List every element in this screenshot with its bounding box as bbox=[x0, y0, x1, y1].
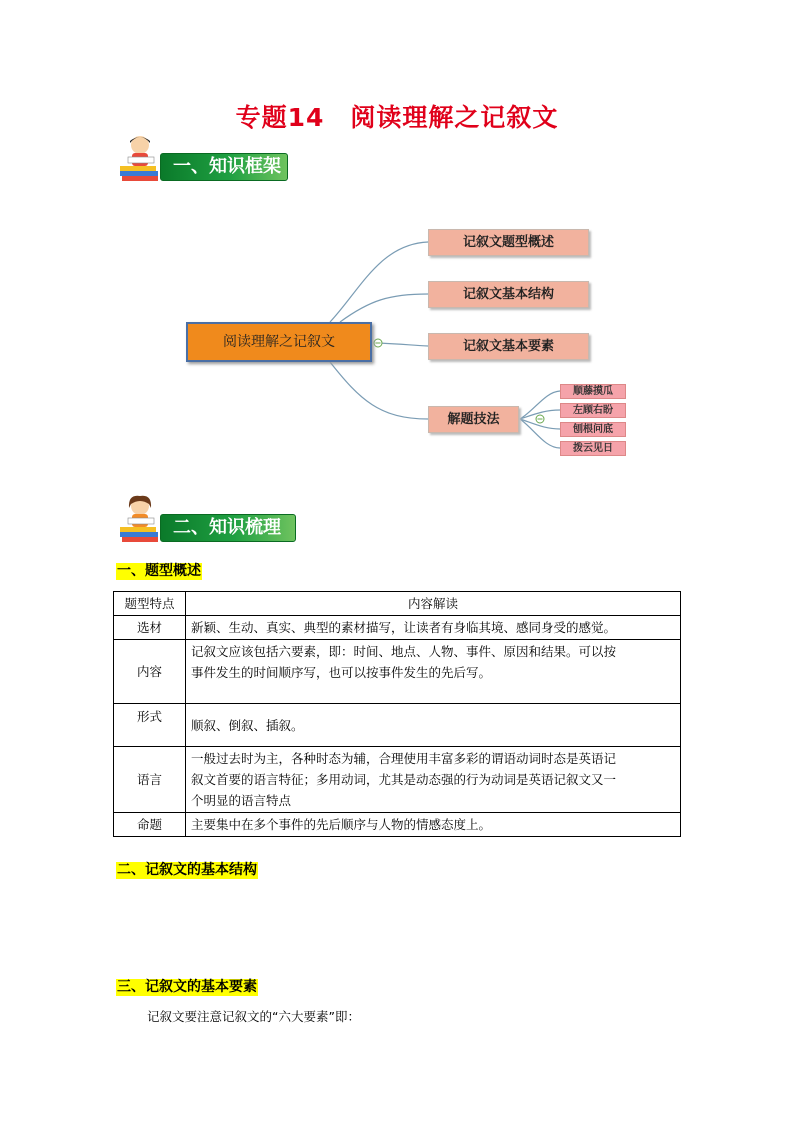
section-heading-elements: 三、记叙文的基本要素 bbox=[117, 979, 257, 995]
mindmap-leaf-1: 顺藤摸瓜 bbox=[560, 384, 626, 399]
content-line: 个明显的语言特点 bbox=[191, 793, 292, 808]
mindmap-leaf-2: 左顾右盼 bbox=[560, 403, 626, 418]
row-label: 语言 bbox=[114, 747, 186, 813]
content-line: 顺叙、倒叙、插叙。 bbox=[191, 717, 304, 733]
table-header-cell: 内容解读 bbox=[186, 592, 681, 616]
row-content bbox=[186, 747, 681, 813]
mindmap-branch-elements: 记叙文基本要素 bbox=[428, 333, 589, 360]
section-banner-framework: 一、知识框架 bbox=[160, 153, 288, 181]
kid-with-books-icon bbox=[118, 494, 164, 546]
table-row bbox=[114, 704, 681, 747]
row-content bbox=[186, 813, 681, 837]
mindmap-root-node: 阅读理解之记叙文 bbox=[186, 322, 372, 362]
mindmap-leaf-3: 刨根问底 bbox=[560, 422, 626, 437]
section-heading-structure: 二、记叙文的基本结构 bbox=[117, 862, 257, 878]
content-line: 叙文首要的语言特征；多用动词，尤其是动态强的行为动词是英语记叙文又一 bbox=[191, 772, 617, 787]
reading-kid-illustration-2 bbox=[118, 494, 164, 550]
row-content bbox=[186, 640, 681, 704]
row-content bbox=[186, 616, 681, 640]
table-header-row bbox=[114, 592, 681, 616]
mindmap-leaf-4: 拨云见日 bbox=[560, 441, 626, 456]
table-row bbox=[114, 813, 681, 837]
row-label: 形式 bbox=[114, 704, 186, 747]
section-banner-review: 二、知识梳理 bbox=[160, 514, 296, 542]
question-type-table bbox=[113, 591, 681, 837]
mindmap-branch-overview: 记叙文题型概述 bbox=[428, 229, 589, 256]
row-label: 选材 bbox=[114, 616, 186, 640]
content-line: 一般过去时为主，各种时态为辅，合理使用丰富多彩的谓语动词时态是英语记 bbox=[191, 751, 617, 766]
elements-paragraph: 记叙文要注意记叙文的“六大要素”即： bbox=[147, 1009, 360, 1024]
row-content bbox=[186, 704, 681, 747]
content-line: 记叙文应该包括六要素，即：时间、地点、人物、事件、原因和结果。可以按 bbox=[191, 644, 617, 659]
row-label: 命题 bbox=[114, 813, 186, 837]
content-line: 新颖、生动、真实、典型的素材描写，让读者有身临其境、感同身受的感觉。 bbox=[191, 620, 617, 635]
content-line: 事件发生的时间顺序写，也可以按事件发生的先后写。 bbox=[191, 665, 492, 680]
mindmap-branch-techniques: 解题技法 bbox=[428, 406, 519, 433]
mindmap-branch-structure: 记叙文基本结构 bbox=[428, 281, 589, 308]
section-heading-overview: 一、题型概述 bbox=[117, 563, 201, 579]
table-row bbox=[114, 640, 681, 704]
table-row bbox=[114, 747, 681, 813]
mindmap-connectors bbox=[0, 0, 794, 480]
table-header-cell: 题型特点 bbox=[114, 592, 186, 616]
row-label: 内容 bbox=[114, 640, 186, 704]
page-title: 专题14 阅读理解之记叙文 bbox=[235, 103, 559, 132]
table-row bbox=[114, 616, 681, 640]
content-line: 主要集中在多个事件的先后顺序与人物的情感态度上。 bbox=[191, 817, 492, 832]
